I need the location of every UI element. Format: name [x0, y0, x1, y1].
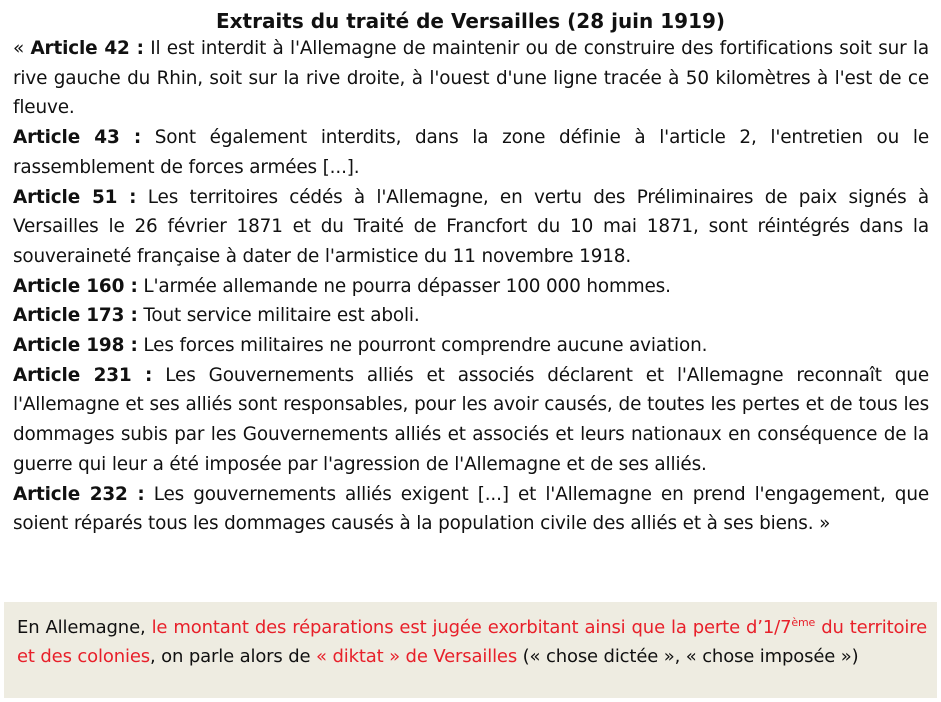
- article-prefix: «: [13, 38, 31, 59]
- article-label: Article 42 :: [30, 38, 144, 59]
- article-232: [13, 480, 929, 539]
- article-label: Article 198 :: [13, 335, 138, 357]
- article-text: Les Gouvernements alliés et associés déclarent et l'Allemagne reconnaît que l'Allemagne et ses alliés sont responsables, pour les avoir causés, de toutes les pertes et de tous les dommages subis par les Gouvernements alliés et associés et leurs nationaux en conséquence de la guerre qui leur a été imposée par l'agression de l'Allemagne et de ses alliés.: [13, 364, 929, 475]
- note-highlight-territory: du territoire et des colonies: [17, 617, 927, 667]
- document-title: Extraits du traité de Versailles (28 juin 1919): [215, 9, 726, 33]
- commentary-box: [4, 602, 937, 698]
- article-173: [13, 301, 929, 331]
- article-text: L'armée allemande ne pourra dépasser 100 000 hommes.: [137, 275, 671, 297]
- article-198: [13, 331, 929, 361]
- article-text: Les forces militaires ne pourront comprendre aucune aviation.: [137, 335, 708, 357]
- articles-list: [0, 34, 941, 539]
- article-42: [13, 34, 929, 123]
- article-label: Article 43 :: [13, 127, 142, 149]
- article-label: Article 232 :: [13, 483, 145, 505]
- article-text: Les gouvernements alliés exigent [...] et l'Allemagne en prend l'engagement, que soient réparés tous les dommages causés à la population civile des alliés et à ses biens. »: [13, 483, 929, 535]
- article-160: [13, 272, 929, 302]
- article-label: Article 51 :: [13, 186, 137, 208]
- note-text: En Allemagne,: [17, 617, 152, 638]
- note-superscript: ème: [791, 616, 816, 629]
- note-highlight-reparations: le montant des réparations est jugée exorbitant ainsi que la perte d’1/7: [151, 617, 792, 638]
- article-label: Article 173 :: [13, 305, 138, 327]
- article-51: [13, 183, 929, 272]
- article-text: Il est interdit à l'Allemagne de maintenir ou de construire des fortifications soit sur la rive gauche du Rhin, soit sur la rive droite, à l'ouest d'une ligne tracée à 50 kilomètres à l'est de ce fleuve.: [13, 38, 929, 119]
- article-text: Les territoires cédés à l'Allemagne, en vertu des Préliminaires de paix signés à Versailles le 26 février 1871 et du Traité de Francfort du 10 mai 1871, sont réintégrés dans la souveraineté française à dater de l'armistice du 11 novembre 1918.: [13, 186, 929, 267]
- article-text: Tout service militaire est aboli.: [137, 305, 420, 327]
- note-text: (« chose dictée », « chose imposée »): [517, 646, 859, 667]
- article-text: Sont également interdits, dans la zone définie à l'article 2, l'entretien ou le rassemblement de forces armées [...].: [13, 127, 929, 178]
- article-label: Article 160 :: [13, 275, 138, 297]
- note-highlight-diktat: « diktat » de Versailles: [316, 646, 518, 667]
- article-label: Article 231 :: [13, 364, 153, 386]
- article-231: [13, 361, 929, 480]
- note-text: , on parle alors de: [150, 646, 317, 667]
- article-43: [13, 123, 929, 182]
